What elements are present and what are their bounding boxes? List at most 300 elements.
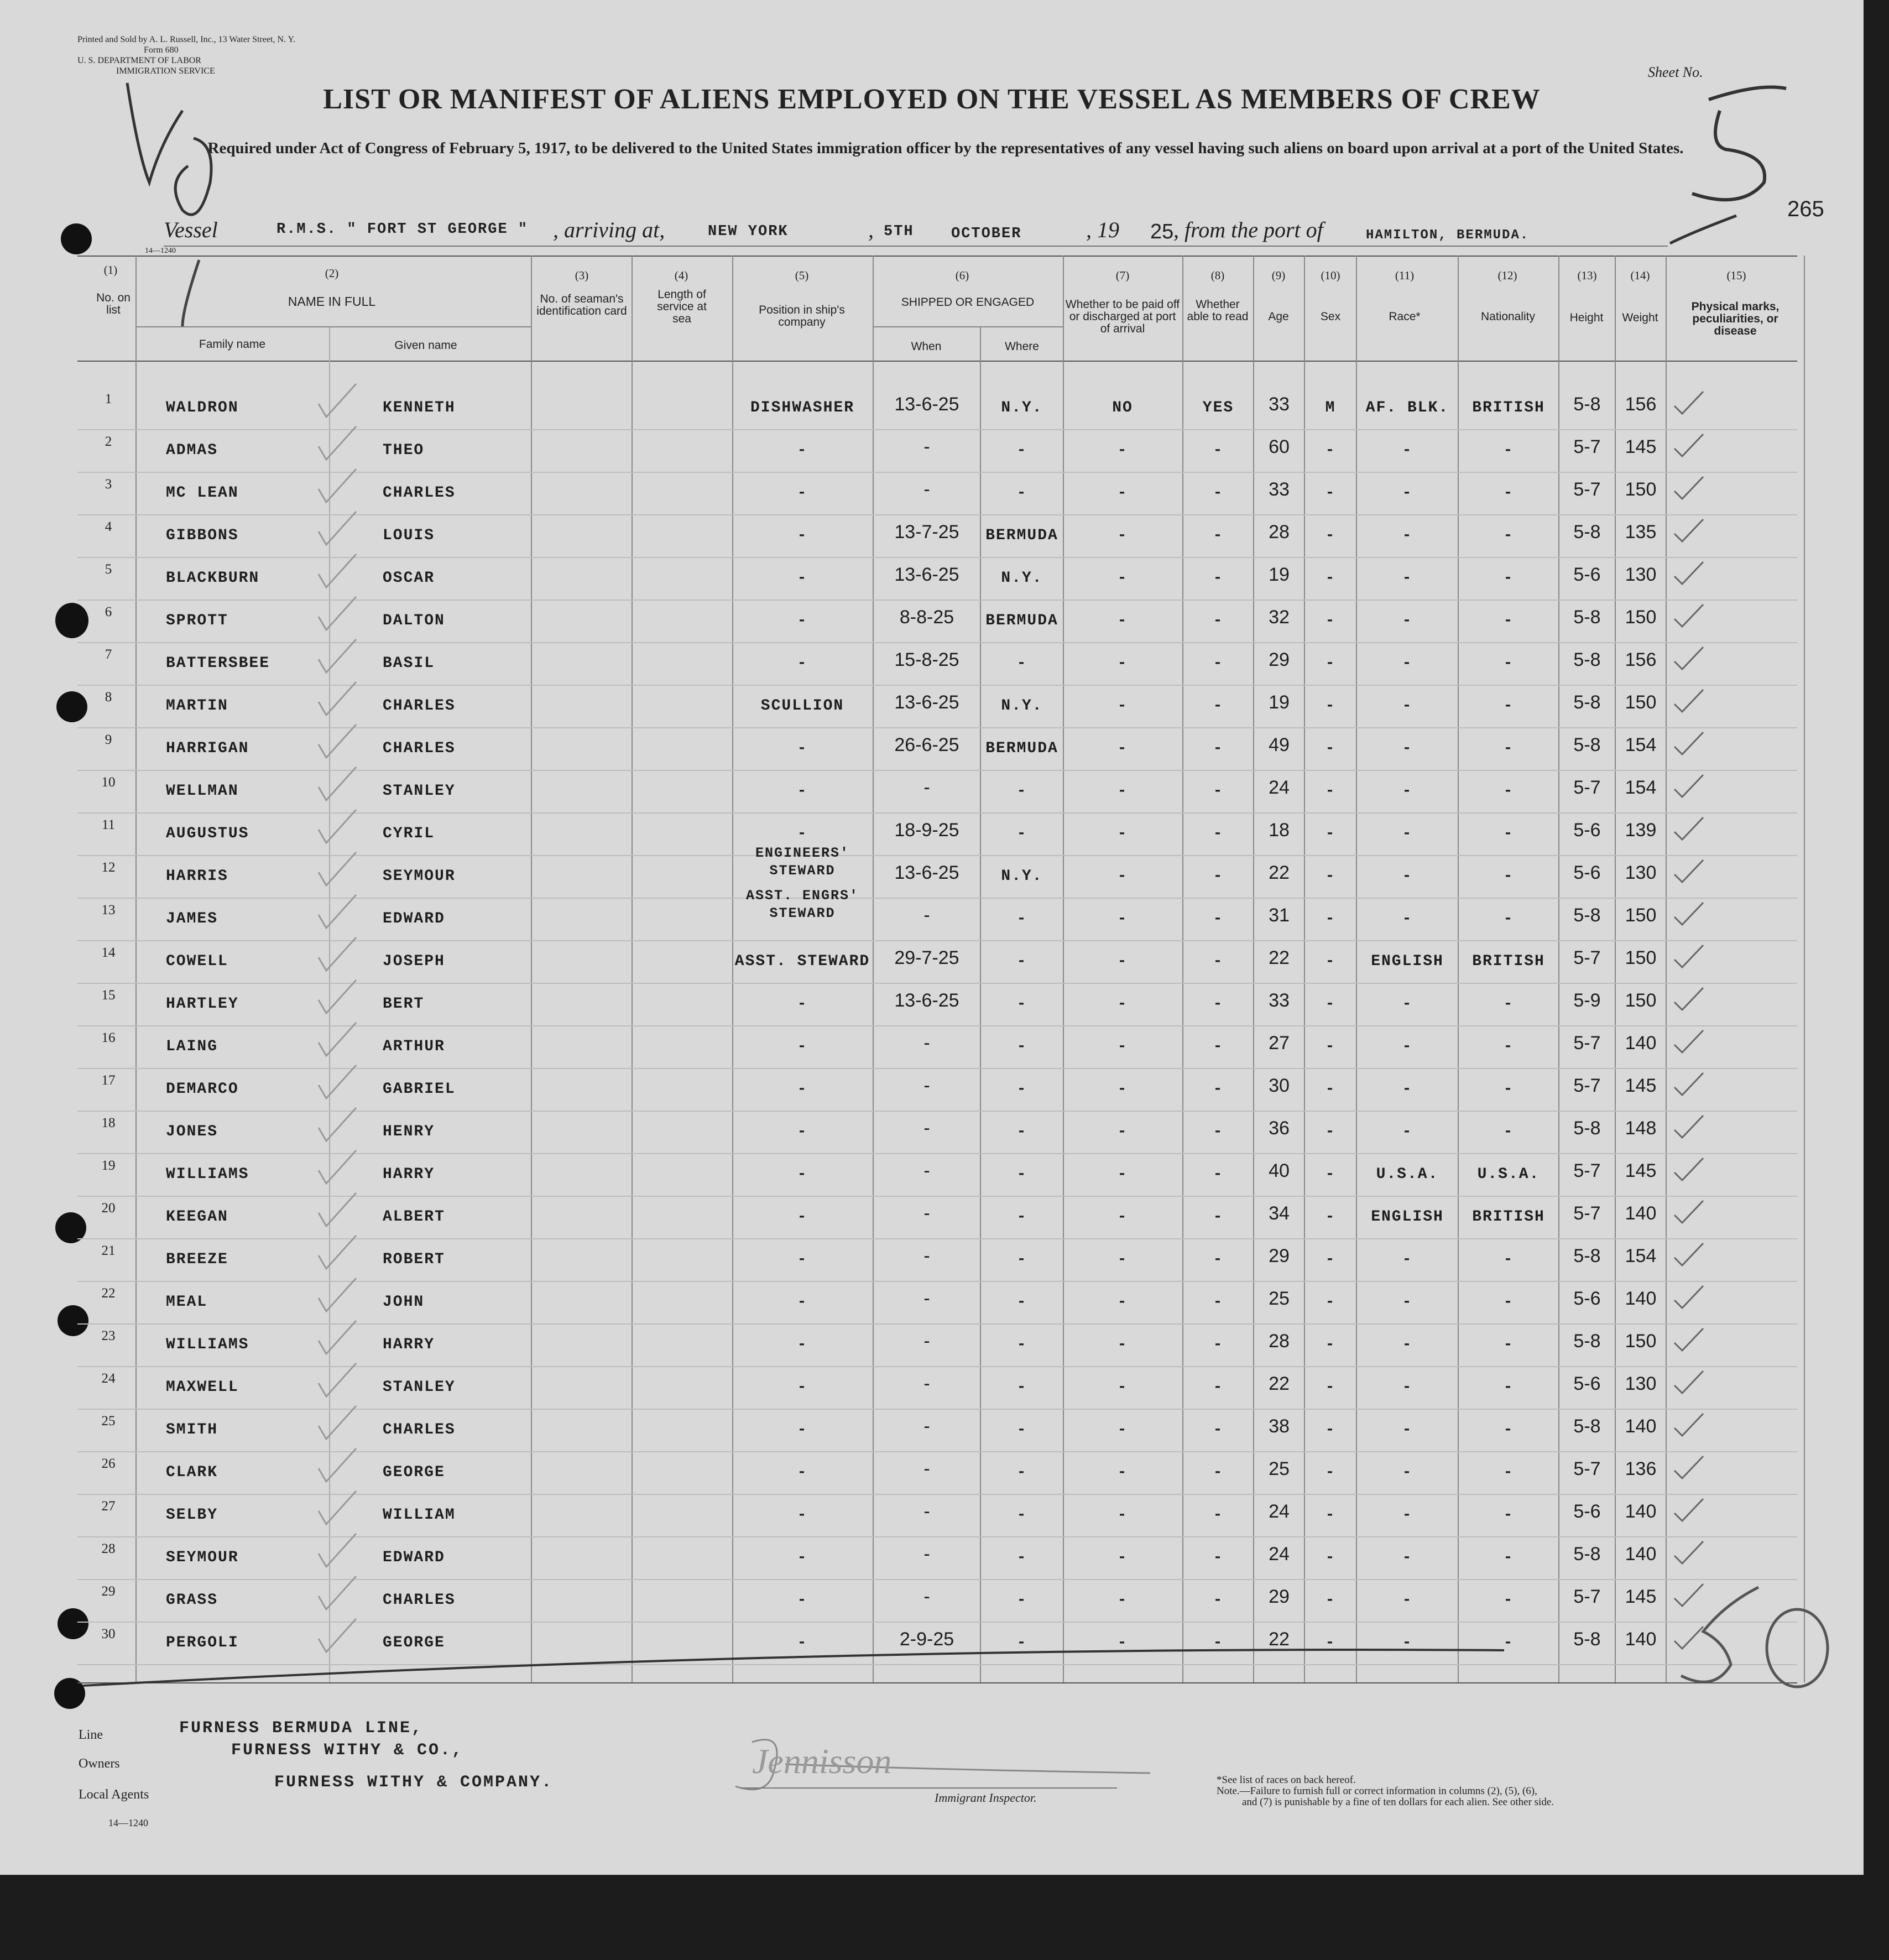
sex: - [1325, 995, 1336, 1013]
nationality: U.S.A. [1477, 1166, 1540, 1183]
row-number: 16 [101, 1030, 116, 1045]
weight: 145 [1625, 1160, 1657, 1181]
weight: 145 [1625, 1075, 1657, 1096]
row-number: 21 [101, 1243, 116, 1258]
sex: - [1325, 825, 1336, 842]
height: 5-8 [1573, 905, 1601, 926]
position: - [797, 1081, 808, 1098]
owners-label: Owners [79, 1756, 120, 1771]
paid-off: - [1117, 1634, 1128, 1651]
able-to-read: - [1213, 697, 1224, 715]
height: 5-8 [1573, 1416, 1601, 1437]
col-3-number: (3) [575, 269, 589, 282]
paid-off: - [1117, 783, 1128, 800]
position: - [797, 527, 808, 544]
paid-off: - [1117, 1507, 1128, 1524]
family-name: HARRIS [166, 868, 228, 885]
given-name: HARRY [383, 1336, 435, 1353]
race: - [1402, 442, 1413, 459]
nationality: BRITISH [1472, 953, 1545, 970]
nationality: - [1503, 1507, 1514, 1524]
position: - [797, 442, 808, 459]
age: 30 [1269, 1075, 1290, 1096]
row-number: 24 [101, 1371, 116, 1386]
paid-off: - [1117, 1208, 1128, 1226]
race: - [1402, 1123, 1413, 1140]
shipped-where: - [1016, 1421, 1027, 1438]
shipped-when: - [923, 1331, 930, 1352]
paid-off: - [1117, 1081, 1128, 1098]
arrival-port: NEW YORK [708, 223, 789, 240]
weight: 130 [1625, 862, 1657, 883]
shipped-where: - [1016, 1379, 1027, 1396]
family-name: WALDRON [166, 399, 239, 416]
weight: 140 [1625, 1501, 1657, 1522]
given-name: LOUIS [383, 527, 435, 544]
given-name: HARRY [383, 1166, 435, 1183]
height: 5-8 [1573, 649, 1601, 670]
age: 49 [1269, 734, 1290, 755]
row-number: 29 [101, 1584, 116, 1599]
family-name: BLACKBURN [166, 570, 260, 587]
shipped-where: N.Y. [1001, 868, 1043, 885]
height: 5-8 [1573, 1331, 1601, 1352]
able-to-read: - [1213, 995, 1224, 1013]
sex: - [1325, 655, 1336, 672]
able-to-read: - [1213, 1038, 1224, 1055]
row-number: 7 [105, 647, 112, 662]
shipped-when: - [923, 905, 930, 926]
paid-off: - [1117, 527, 1128, 544]
age: 19 [1269, 692, 1290, 713]
given-name: CHARLES [383, 484, 456, 502]
paid-off: - [1117, 442, 1128, 459]
shipped-when: 26-6-25 [894, 734, 959, 755]
shipped-when: 13-6-25 [894, 394, 959, 415]
weight: 145 [1625, 436, 1657, 457]
row-number: 25 [101, 1414, 116, 1429]
local-agents-label: Local Agents [79, 1787, 149, 1802]
race: - [1402, 740, 1413, 757]
row-number: 13 [101, 903, 116, 918]
handwritten-mark [1746, 77, 1747, 78]
weight: 139 [1625, 820, 1657, 841]
given-name: EDWARD [383, 1549, 445, 1566]
paid-off: - [1117, 612, 1128, 629]
service-label: IMMIGRATION SERVICE [116, 66, 215, 76]
sex: - [1325, 484, 1336, 502]
weight: 140 [1625, 1288, 1657, 1309]
shipped-where: - [1016, 995, 1027, 1013]
paid-off: - [1117, 1464, 1128, 1481]
age: 29 [1269, 1245, 1290, 1266]
position: - [797, 1336, 808, 1353]
position: - [797, 612, 808, 629]
weight: 130 [1625, 1373, 1657, 1394]
shipped-where: - [1016, 1081, 1027, 1098]
family-name: GRASS [166, 1592, 218, 1609]
row-number: 28 [101, 1541, 116, 1556]
able-to-read: - [1213, 1251, 1224, 1268]
race: - [1402, 995, 1413, 1013]
given-name: DALTON [383, 612, 445, 629]
paid-off: - [1117, 1336, 1128, 1353]
col-8-header: Whether able to read [1187, 298, 1249, 323]
arrival-day: 5TH [884, 223, 914, 240]
nationality: BRITISH [1472, 399, 1545, 416]
col-14-header: Weight [1622, 311, 1658, 324]
row-number: 26 [101, 1456, 116, 1471]
nationality: - [1503, 1251, 1514, 1268]
age: 33 [1269, 479, 1290, 500]
race: - [1402, 825, 1413, 842]
weight: 130 [1625, 564, 1657, 585]
sex: - [1325, 1166, 1336, 1183]
position: ASST. ENGRS' STEWARD [745, 888, 859, 921]
row-number: 9 [105, 732, 112, 747]
given-name: CHARLES [383, 697, 456, 715]
local-agents-value: FURNESS WITHY & COMPANY. [274, 1773, 554, 1792]
height: 5-7 [1573, 777, 1601, 798]
nationality: BRITISH [1472, 1208, 1545, 1226]
sex: - [1325, 612, 1336, 629]
sex: - [1325, 697, 1336, 715]
sex: - [1325, 1081, 1336, 1098]
family-name: MC LEAN [166, 484, 239, 502]
date-comma: , [868, 217, 874, 242]
given-name: EDWARD [383, 910, 445, 927]
family-name: SPROTT [166, 612, 228, 629]
weight: 140 [1625, 1544, 1657, 1565]
form-code: 14—1240 [145, 247, 176, 255]
col-15-number: (15) [1726, 269, 1746, 282]
shipped-when: 29-7-25 [894, 947, 959, 968]
position: - [797, 1038, 808, 1055]
family-name: KEEGAN [166, 1208, 228, 1226]
height: 5-8 [1573, 394, 1601, 415]
paid-off: - [1117, 1592, 1128, 1609]
age: 29 [1269, 1586, 1290, 1607]
row-number: 17 [101, 1073, 116, 1088]
given-name: ARTHUR [383, 1038, 445, 1055]
shipped-when: 13-6-25 [894, 862, 959, 883]
race: - [1402, 1464, 1413, 1481]
race: - [1402, 1421, 1413, 1438]
race: - [1402, 1379, 1413, 1396]
shipped-where: - [1016, 1038, 1027, 1055]
sex: - [1325, 1208, 1336, 1226]
col-11-header: Race* [1389, 310, 1421, 323]
weight: 140 [1625, 1033, 1657, 1054]
shipped-when: - [923, 1245, 930, 1266]
family-name: SEYMOUR [166, 1549, 239, 1566]
height: 5-8 [1573, 522, 1601, 543]
shipped-where: - [1016, 1336, 1027, 1353]
shipped-where: - [1016, 1294, 1027, 1311]
paid-off: - [1117, 697, 1128, 715]
age: 25 [1269, 1288, 1290, 1309]
height: 5-7 [1573, 1586, 1601, 1607]
shipped-where: - [1016, 1464, 1027, 1481]
able-to-read: - [1213, 825, 1224, 842]
row-number: 1 [105, 392, 112, 406]
year-suffix: 25 [1150, 220, 1174, 243]
age: 36 [1269, 1118, 1290, 1139]
row-number: 10 [101, 775, 116, 790]
able-to-read: - [1213, 527, 1224, 544]
nationality: - [1503, 1634, 1514, 1651]
height: 5-6 [1573, 564, 1601, 585]
age: 22 [1269, 1629, 1290, 1650]
height: 5-8 [1573, 1118, 1601, 1139]
weight: 140 [1625, 1203, 1657, 1224]
paid-off: - [1117, 655, 1128, 672]
position: SCULLION [760, 697, 844, 715]
nationality: - [1503, 1379, 1514, 1396]
form-number: Form 680 [144, 45, 179, 55]
family-name: CLARK [166, 1464, 218, 1481]
paid-off: - [1117, 910, 1128, 927]
col-2-number: (2) [325, 267, 339, 280]
paid-off: - [1117, 1294, 1128, 1311]
sex: - [1325, 1464, 1336, 1481]
shipped-when: 8-8-25 [899, 607, 954, 628]
race: - [1402, 1294, 1413, 1311]
able-to-read: YES [1202, 399, 1234, 416]
race: - [1402, 1634, 1413, 1651]
weight: 148 [1625, 1118, 1657, 1139]
row-number: 14 [101, 945, 116, 960]
able-to-read: - [1213, 1634, 1224, 1651]
col-10-header: Sex [1320, 310, 1341, 323]
able-to-read: - [1213, 1294, 1224, 1311]
height: 5-6 [1573, 1288, 1601, 1309]
shipped-when: - [923, 1373, 930, 1394]
shipped-where: - [1016, 1208, 1027, 1226]
weight: 156 [1625, 649, 1657, 670]
age: 25 [1269, 1458, 1290, 1479]
shipped-where: - [1016, 1123, 1027, 1140]
year-prefix: , 19 [1086, 217, 1119, 242]
weight: 150 [1625, 479, 1657, 500]
given-name: JOHN [383, 1294, 425, 1311]
position: DISHWASHER [750, 399, 855, 416]
weight: 154 [1625, 777, 1657, 798]
family-name: HARRIGAN [166, 740, 249, 757]
given-name: THEO [383, 442, 425, 459]
sex: - [1325, 740, 1336, 757]
race: - [1402, 1507, 1413, 1524]
weight: 150 [1625, 607, 1657, 628]
row-number: 19 [101, 1158, 116, 1173]
family-name: AUGUSTUS [166, 825, 249, 842]
height: 5-6 [1573, 1373, 1601, 1394]
shipped-where: - [1016, 1634, 1027, 1651]
race: - [1402, 910, 1413, 927]
race: - [1402, 697, 1413, 715]
age: 31 [1269, 905, 1290, 926]
sex: - [1325, 783, 1336, 800]
shipped-where: - [1016, 484, 1027, 502]
shipped-where: - [1016, 825, 1027, 842]
position: - [797, 825, 808, 842]
position: - [797, 1251, 808, 1268]
race: - [1402, 527, 1413, 544]
col-1-number: (1) [103, 263, 118, 277]
department-label: U. S. DEPARTMENT OF LABOR [77, 56, 201, 65]
family-name: WILLIAMS [166, 1336, 249, 1353]
col-2-header: NAME IN FULL [288, 294, 376, 309]
row-number: 23 [101, 1328, 116, 1343]
given-name: KENNETH [383, 399, 456, 416]
nationality: - [1503, 1038, 1514, 1055]
shipped-where: - [1016, 1549, 1027, 1566]
position: - [797, 1421, 808, 1438]
able-to-read: - [1213, 570, 1224, 587]
height: 5-7 [1573, 436, 1601, 457]
vessel-label: Vessel [164, 217, 218, 242]
nationality: - [1503, 995, 1514, 1013]
weight: 150 [1625, 990, 1657, 1011]
col-7-number: (7) [1115, 269, 1130, 282]
nationality: - [1503, 1592, 1514, 1609]
given-name: CHARLES [383, 1421, 456, 1438]
given-name: GEORGE [383, 1464, 445, 1481]
position: - [797, 1507, 808, 1524]
sex: - [1325, 868, 1336, 885]
line-value: FURNESS BERMUDA LINE, [179, 1719, 424, 1738]
age: 28 [1269, 522, 1290, 543]
height: 5-8 [1573, 607, 1601, 628]
height: 5-7 [1573, 1033, 1601, 1054]
nationality: - [1503, 570, 1514, 587]
sex: - [1325, 1421, 1336, 1438]
row-number: 2 [105, 434, 112, 449]
sex: - [1325, 570, 1336, 587]
able-to-read: - [1213, 484, 1224, 502]
row-number: 11 [101, 817, 116, 832]
nationality: - [1503, 1123, 1514, 1140]
shipped-when: 13-6-25 [894, 692, 959, 713]
able-to-read: - [1213, 655, 1224, 672]
row-number: 5 [105, 562, 112, 577]
row-number: 20 [101, 1201, 116, 1216]
sex: - [1325, 1336, 1336, 1353]
given-name: STANLEY [383, 1379, 456, 1396]
paid-off: - [1117, 1251, 1128, 1268]
paid-off: - [1117, 740, 1128, 757]
position: - [797, 995, 808, 1013]
given-name: OSCAR [383, 570, 435, 587]
shipped-when: - [923, 479, 930, 500]
col-13-number: (13) [1577, 269, 1597, 282]
paid-off: - [1117, 953, 1128, 970]
age: 33 [1269, 394, 1290, 415]
position: - [797, 1123, 808, 1140]
able-to-read: - [1213, 1421, 1224, 1438]
shipped-where: BERMUDA [985, 527, 1058, 544]
given-name: WILLIAM [383, 1507, 456, 1524]
shipped-where: - [1016, 910, 1027, 927]
col-11-number: (11) [1395, 269, 1415, 282]
shipped-when: - [923, 1501, 930, 1522]
height: 5-7 [1573, 1203, 1601, 1224]
nationality: - [1503, 484, 1514, 502]
page-subtitle: Required under Act of Congress of February 5, 1917, to be delivered to the United States immigration officer by the representatives of any vessel having such aliens on board upon arrival at a port of the United States. [207, 139, 1684, 157]
shipped-where: - [1016, 1507, 1027, 1524]
able-to-read: - [1213, 783, 1224, 800]
height: 5-6 [1573, 862, 1601, 883]
able-to-read: - [1213, 1592, 1224, 1609]
family-name: BATTERSBEE [166, 655, 270, 672]
shipped-where: - [1016, 783, 1027, 800]
age: 32 [1269, 607, 1290, 628]
paid-off: - [1117, 1379, 1128, 1396]
age: 40 [1269, 1160, 1290, 1181]
shipped-when: - [923, 1544, 930, 1565]
shipped-where: - [1016, 1592, 1027, 1609]
height: 5-8 [1573, 1544, 1601, 1565]
nationality: - [1503, 527, 1514, 544]
footer-form-code: 14—1240 [108, 1817, 148, 1828]
row-number: 6 [105, 604, 112, 619]
family-name: WILLIAMS [166, 1166, 249, 1183]
sex: - [1325, 1123, 1336, 1140]
sex: - [1325, 1549, 1336, 1566]
given-name: BASIL [383, 655, 435, 672]
nationality: - [1503, 1464, 1514, 1481]
col-6-header: SHIPPED OR ENGAGED [901, 296, 1035, 309]
age: 22 [1269, 862, 1290, 883]
shipped-when: - [923, 1458, 930, 1479]
shipped-when: - [923, 1586, 930, 1607]
height: 5-7 [1573, 1160, 1601, 1181]
col-4-header: Length of service at sea [657, 288, 707, 325]
shipped-where: - [1016, 1166, 1027, 1183]
weight: 140 [1625, 1629, 1657, 1650]
col-14-number: (14) [1630, 269, 1650, 282]
family-name: JONES [166, 1123, 218, 1140]
where-header: Where [1005, 340, 1039, 353]
given-name: ROBERT [383, 1251, 445, 1268]
shipped-where: N.Y. [1001, 399, 1043, 416]
nationality: - [1503, 910, 1514, 927]
height: 5-8 [1573, 734, 1601, 755]
sex: - [1325, 1038, 1336, 1055]
shipped-when: - [923, 436, 930, 457]
shipped-where: BERMUDA [985, 740, 1058, 757]
able-to-read: - [1213, 910, 1224, 927]
row-number: 12 [101, 860, 116, 875]
col-1-header: No. on list [96, 291, 131, 316]
nationality: - [1503, 442, 1514, 459]
able-to-read: - [1213, 740, 1224, 757]
nationality: - [1503, 655, 1514, 672]
sex: - [1325, 1507, 1336, 1524]
able-to-read: - [1213, 953, 1224, 970]
position: ASST. STEWARD [734, 953, 870, 970]
when-header: When [911, 340, 942, 353]
family-name: COWELL [166, 953, 228, 970]
row-number: 30 [101, 1627, 116, 1641]
shipped-when: - [923, 1118, 930, 1139]
able-to-read: - [1213, 868, 1224, 885]
sex: - [1325, 1634, 1336, 1651]
position: - [797, 484, 808, 502]
nationality: - [1503, 612, 1514, 629]
family-name: SMITH [166, 1421, 218, 1438]
age: 28 [1269, 1331, 1290, 1352]
